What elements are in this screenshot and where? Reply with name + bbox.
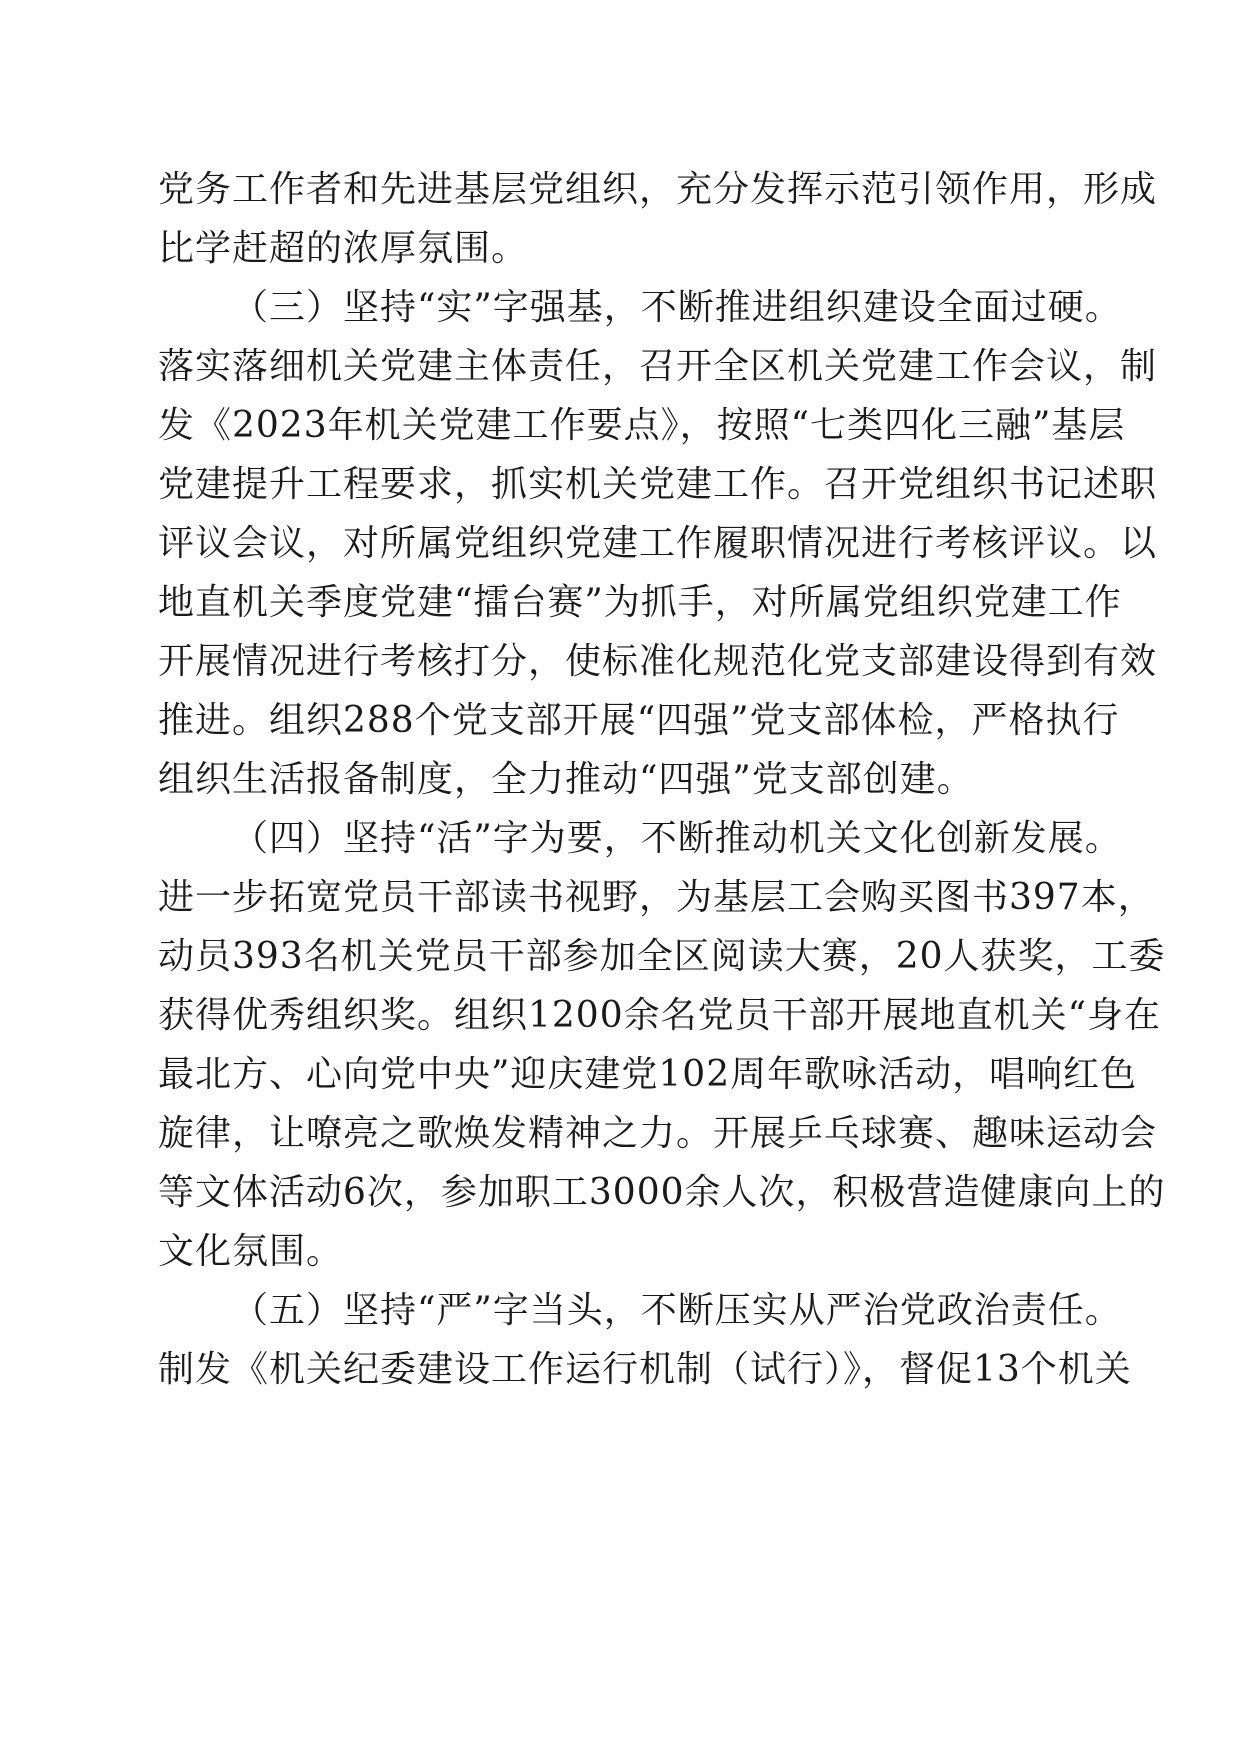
line-text: 推进。组织288个党支部开展“四强”党支部体检，严格执行 xyxy=(158,700,1120,741)
section-heading-four: （四）坚持“活”字为要，不断推动机关文化创新发展。 xyxy=(232,818,1122,859)
line-text: 党务工作者和先进基层党组织，充分发挥示范引领作用，形成 xyxy=(158,169,1158,210)
line-text: 制发《机关纪委建设工作运行机制（试行）》，督促13个机关 xyxy=(158,1349,1132,1390)
text-line xyxy=(0,1335,1240,1405)
line-text: 评议会议，对所属党组织党建工作履职情况进行考核评议。以 xyxy=(158,523,1158,564)
line-text: 发《2023年机关党建工作要点》，按照“七类四化三融”基层 xyxy=(158,405,1126,446)
line-text: 组织生活报备制度，全力推动“四强”党支部创建。 xyxy=(158,759,974,800)
line-text: 文化氛围。 xyxy=(158,1231,344,1272)
line-text: 动员393名机关党员干部参加全区阅读大赛，20人获奖，工委 xyxy=(158,936,1166,977)
line-text: 开展情况进行考核打分，使标准化规范化党支部建设得到有效 xyxy=(158,641,1158,682)
section-heading-five: （五）坚持“严”字当头，不断压实从严治党政治责任。 xyxy=(232,1290,1122,1331)
line-text: 旋律，让嘹亮之歌焕发精神之力。开展乒乓球赛、趣味运动会 xyxy=(158,1113,1158,1154)
line-text: 进一步拓宽党员干部读书视野，为基层工会购买图书397本， xyxy=(158,877,1155,918)
line-text: 落实落细机关党建主体责任，召开全区机关党建工作会议，制 xyxy=(158,346,1158,387)
line-text: 地直机关季度党建“擂台赛”为抓手，对所属党组织党建工作 xyxy=(158,582,1122,623)
line-text: 等文体活动6次，参加职工3000余人次，积极营造健康向上的 xyxy=(158,1172,1166,1213)
line-text: 比学赶超的浓厚氛围。 xyxy=(158,228,529,269)
line-text: 最北方、心向党中央”迎庆建党102周年歌咏活动，唱响红色 xyxy=(158,1054,1138,1095)
section-heading-three: （三）坚持“实”字强基，不断推进组织建设全面过硬。 xyxy=(232,287,1122,328)
line-text: 党建提升工程要求，抓实机关党建工作。召开党组织书记述职 xyxy=(158,464,1158,505)
line-text: 获得优秀组织奖。组织1200余名党员干部开展地直机关“身在 xyxy=(158,995,1162,1036)
